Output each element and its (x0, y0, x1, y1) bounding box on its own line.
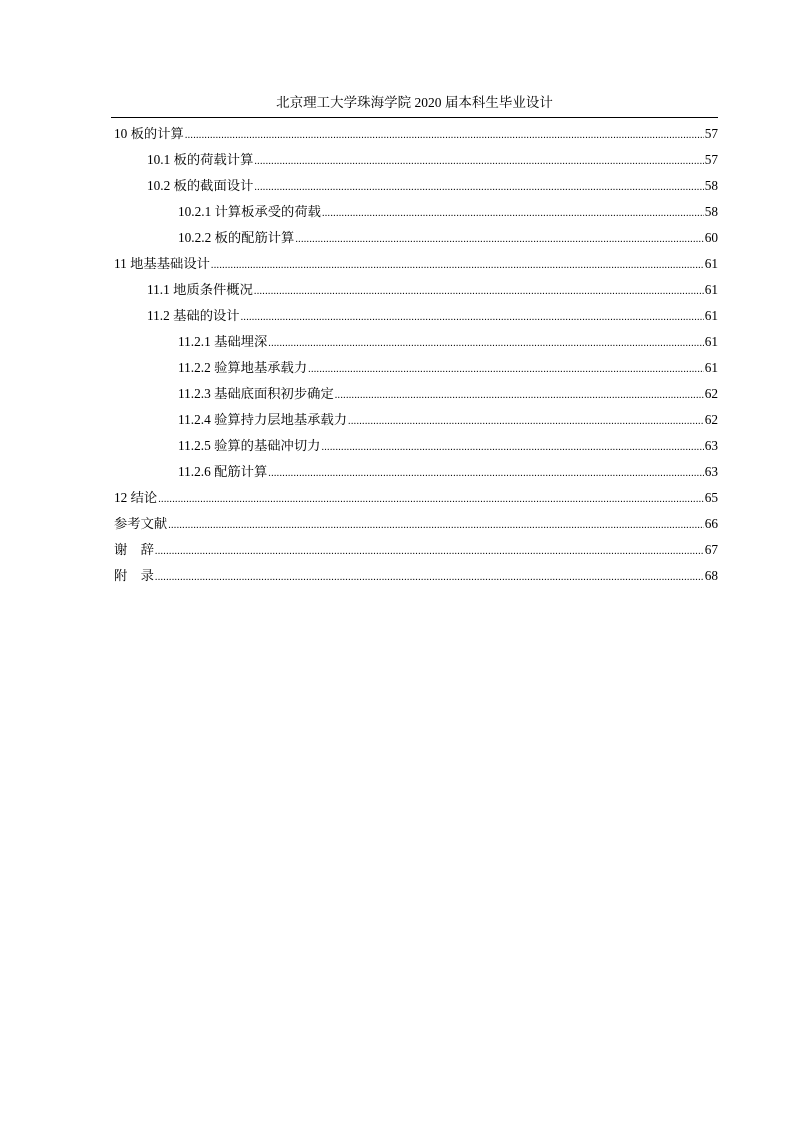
toc-entry[interactable] (111, 540, 718, 566)
toc-entry-title: 12 结论 (114, 490, 158, 505)
page-header: 北京理工大学珠海学院 2020 届本科生毕业设计 (276, 95, 553, 110)
toc-entry-page: 68 (704, 568, 718, 583)
toc-entry[interactable] (111, 384, 718, 410)
toc-entry-title: 参考文献 (114, 516, 168, 531)
toc-entry-title: 11.2 基础的设计 (147, 308, 240, 323)
toc-entry-title: 11.2.4 验算持力层地基承载力 (178, 412, 348, 427)
toc-entry-page: 61 (704, 360, 718, 375)
toc-dot-leader (168, 516, 704, 536)
toc-entry-page: 61 (704, 282, 718, 297)
toc-entry-title: 11.2.5 验算的基础冲切力 (178, 438, 321, 453)
toc-dot-leader (268, 464, 703, 484)
toc-entry[interactable] (111, 254, 718, 280)
toc-entry[interactable] (111, 410, 718, 436)
toc-entry[interactable] (111, 228, 718, 254)
toc-entry[interactable] (111, 488, 718, 514)
toc-dot-leader (335, 386, 704, 406)
toc-dot-leader (241, 308, 704, 328)
toc-entry-page: 65 (704, 490, 718, 505)
toc-entry[interactable] (111, 280, 718, 306)
toc-dot-leader (185, 126, 704, 146)
toc-entry-title: 谢 辞 (114, 542, 154, 557)
toc-entry[interactable] (111, 202, 718, 228)
toc-entry-page: 58 (704, 204, 718, 219)
toc-entry-title: 11.2.2 验算地基承载力 (178, 360, 308, 375)
toc-dot-leader (254, 282, 704, 302)
toc-entry[interactable] (111, 176, 718, 202)
toc-entry-page: 62 (704, 386, 718, 401)
toc-dot-leader (295, 230, 703, 250)
toc-dot-leader (155, 542, 704, 562)
toc-entry-title: 11.2.1 基础埋深 (178, 334, 268, 349)
toc-entry-page: 58 (704, 178, 718, 193)
toc-entry-page: 67 (704, 542, 718, 557)
toc-entry[interactable] (111, 566, 718, 592)
toc-entry-title: 10.1 板的荷载计算 (147, 152, 254, 167)
toc-entry-page: 61 (704, 308, 718, 323)
toc-entry[interactable] (111, 462, 718, 488)
toc-entry-page: 57 (704, 126, 718, 141)
toc-entry-title: 10.2 板的截面设计 (147, 178, 254, 193)
toc-entry-title: 11.2.6 配筋计算 (178, 464, 268, 479)
toc-dot-leader (158, 490, 703, 510)
toc-entry-page: 61 (704, 256, 718, 271)
toc-dot-leader (348, 412, 704, 432)
table-of-contents (111, 124, 718, 592)
toc-entry-title: 11 地基基础设计 (114, 256, 210, 271)
toc-dot-leader (308, 360, 704, 380)
toc-entry-title: 11.2.3 基础底面积初步确定 (178, 386, 334, 401)
toc-dot-leader (322, 204, 704, 224)
toc-dot-leader (254, 178, 703, 198)
toc-entry-title: 附 录 (114, 568, 154, 583)
toc-entry[interactable] (111, 436, 718, 462)
header-divider (111, 117, 718, 118)
toc-entry[interactable] (111, 306, 718, 332)
toc-entry[interactable] (111, 514, 718, 540)
toc-entry-title: 10.2.2 板的配筋计算 (178, 230, 295, 245)
toc-entry[interactable] (111, 358, 718, 384)
toc-entry-page: 66 (704, 516, 718, 531)
toc-entry-page: 63 (704, 438, 718, 453)
toc-entry[interactable] (111, 150, 718, 176)
toc-entry-page: 60 (704, 230, 718, 245)
toc-entry[interactable] (111, 332, 718, 358)
toc-dot-leader (268, 334, 703, 354)
toc-entry-title: 11.1 地质条件概况 (147, 282, 253, 297)
toc-entry-title: 10 板的计算 (114, 126, 184, 141)
toc-entry-page: 62 (704, 412, 718, 427)
toc-entry-page: 57 (704, 152, 718, 167)
toc-entry[interactable] (111, 124, 718, 150)
toc-entry-page: 63 (704, 464, 718, 479)
toc-dot-leader (254, 152, 703, 172)
toc-entry-page: 61 (704, 334, 718, 349)
toc-dot-leader (211, 256, 704, 276)
toc-dot-leader (321, 438, 703, 458)
toc-dot-leader (155, 568, 704, 588)
toc-entry-title: 10.2.1 计算板承受的荷载 (178, 204, 321, 219)
